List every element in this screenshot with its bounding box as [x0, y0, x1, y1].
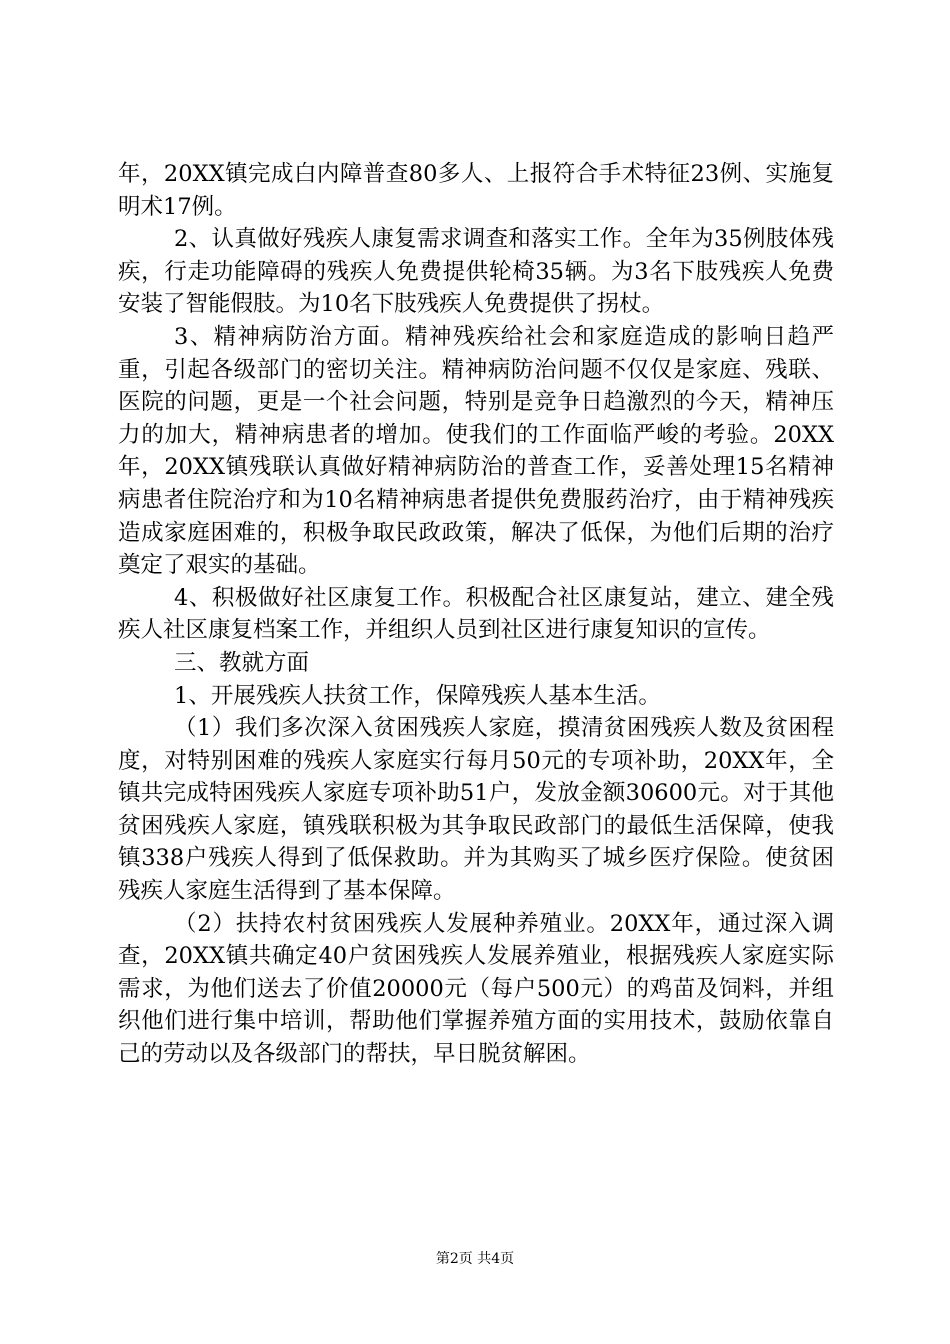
paragraph-continuation: 年，20XX镇完成白内障普查80多人、上报符合手术特征23例、实施复明术17例。	[118, 161, 834, 220]
page-footer: 第2页 共4页	[435, 1251, 515, 1267]
paragraph-poverty-relief: （1）我们多次深入贫困残疾人家庭，摸清贫困残疾人数及贫困程度，对特别困难的残疾人家庭实行每月50元的专项补助，20XX年，全镇共完成特困残疾人家庭专项补助51户，发放金额30600元。对于其他贫困残疾人家庭，镇残联积极为其争取民政部门的最低生活保障，使我镇338户残疾人得到了低保救助。并为其购买了城乡医疗保险。使贫困残疾人家庭生活得到了基本保障。	[118, 715, 834, 905]
paragraph-farming-support: （2）扶持农村贫困残疾人发展种养殖业。20XX年，通过深入调查，20XX镇共确定40户贫困残疾人发展养殖业，根据残疾人家庭实际需求，为他们送去了价值20000元（每户500元）的鸡苗及饲料，并组织他们进行集中培训，帮助他们掌握养殖方面的实用技术，鼓励依靠自己的劳动以及各级部门的帮扶，早日脱贫解困。	[118, 910, 834, 1068]
document-body	[118, 158, 834, 1071]
subsection-heading: 1、开展残疾人扶贫工作，保障残疾人基本生活。	[174, 682, 661, 709]
paragraph-community-rehab: 4、积极做好社区康复工作。积极配合社区康复站，建立、建全残疾人社区康复档案工作，并组织人员到社区进行康复知识的宣传。	[118, 584, 834, 644]
paragraph-mental-illness: 3、精神病防治方面。精神残疾给社会和家庭造成的影响日趋严重，引起各级部门的密切关注。精神病防治问题不仅仅是家庭、残联、医院的问题，更是一个社会问题，特别是竞争日趋激烈的今天，精神压力的加大，精神病患者的增加。使我们的工作面临严峻的考验。20XX年，20XX镇残联认真做好精神病防治的普查工作，妥善处理15名精神病患者住院治疗和为10名精神病患者提供免费服药治疗，由于精神残疾造成家庭困难的，积极争取民政政策，解决了低保，为他们后期的治疗奠定了艰实的基础。	[118, 323, 834, 579]
paragraph-rehab-survey: 2、认真做好残疾人康复需求调查和落实工作。全年为35例肢体残疾，行走功能障碍的残疾人免费提供轮椅35辆。为3名下肢残疾人免费安装了智能假肢。为10名下肢残疾人免费提供了拐杖。	[118, 226, 834, 318]
section-heading: 三、教就方面	[174, 649, 310, 676]
